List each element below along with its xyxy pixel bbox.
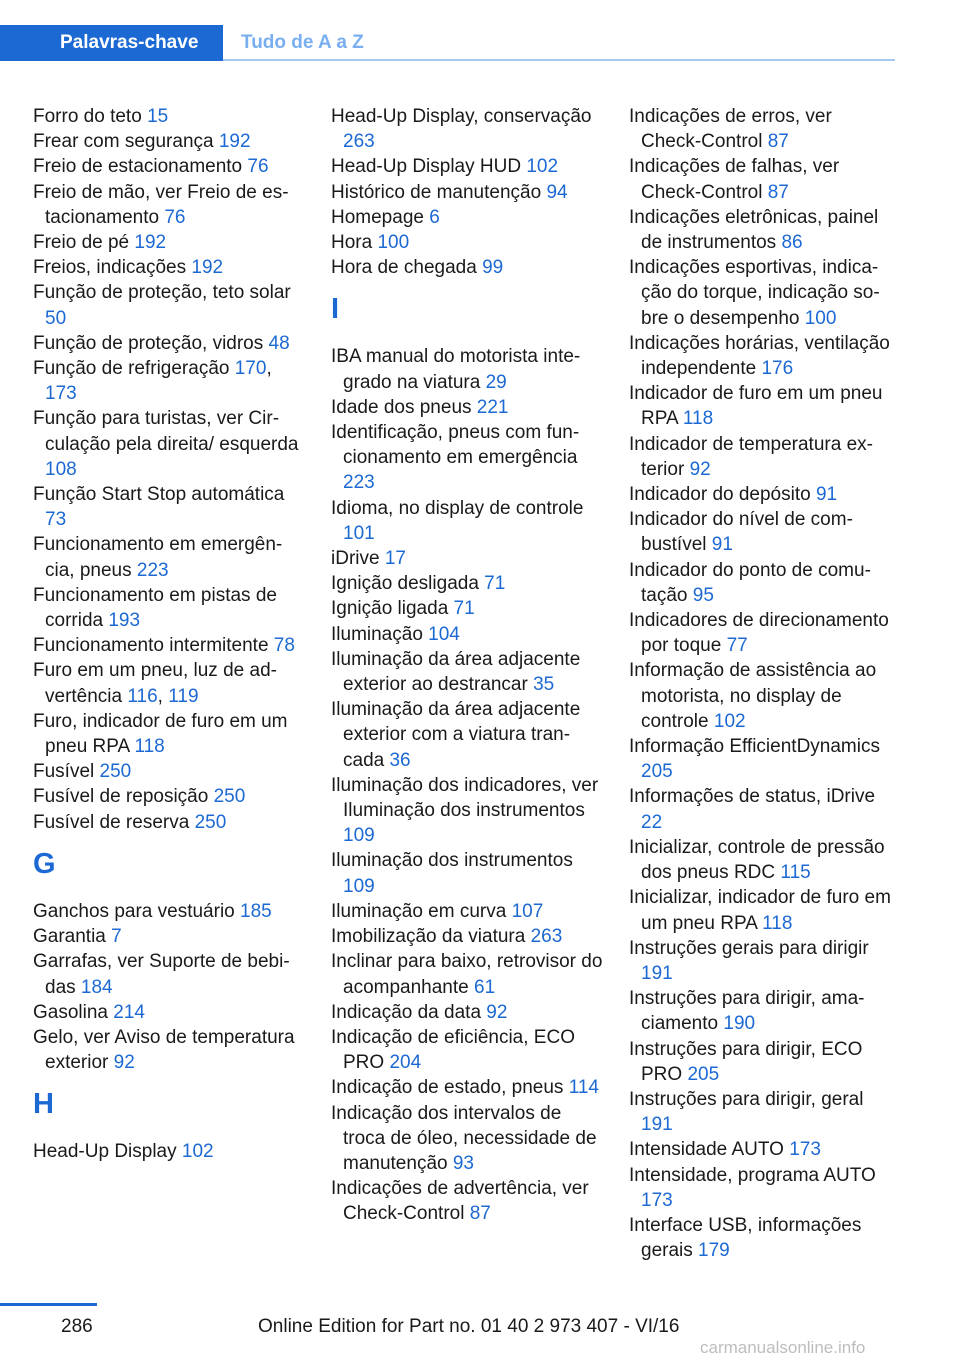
page-reference-link[interactable]: 15: [147, 106, 169, 127]
page-reference-link[interactable]: 101: [343, 522, 375, 544]
index-entry: [629, 381, 897, 431]
page-reference-link[interactable]: 99: [482, 257, 504, 279]
page-reference-link[interactable]: 91: [815, 484, 838, 506]
tab-tudo-de-a-a-z[interactable]: Tudo de A a Z: [241, 32, 364, 53]
index-entry-text: Ignição ligada: [331, 598, 454, 620]
index-entry-text: Gasolina: [33, 1001, 114, 1023]
index-entry-text: IBA manual do motorista integrado na viatura: [331, 346, 581, 393]
index-entry-text: Fusível de reposição: [33, 786, 214, 808]
page-reference-link[interactable]: 118: [134, 736, 165, 758]
page-reference-link[interactable]: 17: [384, 548, 406, 570]
page-reference-link[interactable]: 87: [469, 1203, 491, 1225]
page-reference-link[interactable]: 50: [45, 307, 67, 329]
index-entry: [33, 899, 305, 924]
page-reference-link[interactable]: 76: [247, 156, 269, 178]
index-entry: [331, 1000, 603, 1025]
index-entry: [331, 1176, 603, 1226]
page-reference-link[interactable]: 173: [45, 383, 77, 405]
index-entry-text: Funcionamento em emergência, pneus: [33, 534, 283, 581]
page-reference-link[interactable]: 36: [389, 749, 411, 771]
index-entry-text: Forro do teto: [33, 106, 148, 127]
index-entry-text: Freio de mão, ver Freio de estacionamento: [33, 181, 289, 228]
index-entry-text: Head-Up Display: [33, 1141, 182, 1163]
index-entry: [629, 104, 897, 154]
index-entry-text: Funcionamento intermitente: [33, 635, 274, 657]
page-reference-link[interactable]: 223: [136, 559, 169, 581]
index-entry: [629, 986, 897, 1036]
index-entry-text: iDrive: [331, 548, 385, 570]
index-entry: [33, 810, 305, 835]
page-reference-link[interactable]: 22: [641, 811, 663, 833]
page-reference-link[interactable]: 193: [108, 610, 141, 632]
index-column-1: [33, 104, 305, 1165]
page-reference-link[interactable]: 176: [761, 358, 794, 380]
index-entry: [331, 647, 603, 697]
page-reference-link[interactable]: 116: [127, 685, 158, 707]
index-entry-text: Indicações de erros, ver Check-Control: [629, 106, 832, 153]
index-entry: [629, 558, 897, 608]
page-reference-link[interactable]: 77: [726, 635, 748, 657]
page-reference-link[interactable]: 92: [486, 1001, 508, 1023]
index-entry-text: Iluminação dos indicadores, ver Iluminação dos instrumentos: [331, 774, 599, 822]
index-entry: [331, 420, 603, 496]
page-reference-link[interactable]: 214: [113, 1001, 145, 1023]
page-reference-link[interactable]: 102: [181, 1141, 214, 1163]
index-entry-text: Histórico de manutenção: [331, 181, 547, 203]
index-entry-text: Garantia: [33, 926, 112, 948]
index-entry-text: Idade dos pneus: [331, 396, 477, 418]
index-entry-text: Fusível de reserva: [33, 811, 195, 833]
index-entry-text: Furo em um pneu, luz de advertência: [33, 660, 277, 707]
index-entry-text: Fusível: [33, 761, 100, 783]
index-entry: [629, 154, 897, 204]
index-entry-text: Instruções gerais para dirigir: [629, 937, 869, 959]
index-entry-text: Indicador do nível de combustível: [629, 509, 853, 556]
index-entry-text: Indicações eletrônicas, painel de instrumentos: [629, 206, 879, 254]
index-entry-text: Indicação de estado, pneus: [331, 1077, 569, 1099]
index-entry-text: Indicações esportivas, indicação do torque, indicação sobre o desempenho: [629, 257, 880, 329]
index-entry: [331, 848, 603, 898]
index-entry: [331, 344, 603, 394]
index-entry: [33, 129, 305, 154]
page-reference-link[interactable]: 250: [194, 811, 227, 833]
index-entry: [33, 280, 305, 330]
index-entry-text: Interface USB, informações gerais: [629, 1214, 862, 1262]
index-entry-text: Freio de pé: [33, 232, 135, 254]
index-entry: [33, 924, 305, 949]
index-entry: [33, 406, 305, 482]
page-reference-link[interactable]: 6: [429, 206, 440, 228]
index-entry-text: Indicação de eficiência, ECO PRO: [331, 1026, 575, 1074]
page-reference-link[interactable]: 192: [134, 232, 167, 254]
page-reference-link[interactable]: 179: [698, 1240, 730, 1262]
index-entry: [629, 784, 897, 834]
index-entry: [33, 532, 305, 582]
index-entry-text: Indicações de falhas, ver Check-Control: [629, 156, 840, 203]
footer-rule: [0, 1303, 97, 1306]
index-entry: [629, 658, 897, 734]
index-entry: [331, 546, 603, 571]
index-entry-text: Inicializar, indicador de furo em um pneu RPA: [629, 887, 891, 934]
page-reference-link[interactable]: 223: [343, 472, 375, 494]
page-reference-link[interactable]: 115: [780, 862, 811, 884]
page-reference-link[interactable]: 104: [428, 623, 460, 645]
page-reference-link[interactable]: 107: [511, 900, 544, 922]
index-entry-text: Indicação da data: [331, 1001, 487, 1023]
index-entry-text: Indicadores de direcionamento por toque: [629, 610, 889, 657]
index-entry-text: Idioma, no display de controle: [331, 497, 584, 519]
index-entry: [33, 949, 305, 999]
index-letter-heading: G: [33, 847, 56, 880]
index-entry: [629, 1213, 897, 1263]
index-entry-text: Identificação, pneus com funcionamento em emergência: [331, 422, 580, 469]
index-entry-text: Indicação dos intervalos de troca de óleo, necessidade de manutenção: [331, 1102, 597, 1174]
page-reference-link[interactable]: 173: [789, 1139, 821, 1161]
page-reference-link[interactable]: 71: [453, 598, 475, 620]
index-entry-text: Informação de assistência ao motorista, no display de controle: [629, 660, 877, 732]
index-column-2: [331, 104, 603, 1227]
index-entry: [33, 104, 305, 129]
page-reference-link[interactable]: 29: [485, 371, 507, 393]
page-reference-link[interactable]: 61: [474, 976, 496, 998]
page-reference-link[interactable]: 87: [767, 131, 789, 153]
index-entry-text: Intensidade AUTO: [629, 1139, 790, 1161]
index-entry-text: Instruções para dirigir, amaciamento: [629, 988, 865, 1035]
index-entry-text: Função de proteção, teto solar: [33, 282, 291, 304]
index-entry-text: Instruções para dirigir, geral: [629, 1088, 864, 1110]
index-entry-text: Inicializar, controle de pressão dos pneus RDC: [629, 836, 885, 884]
index-entry: [331, 180, 603, 205]
page-reference-link[interactable]: 92: [689, 458, 711, 480]
index-entry: [331, 104, 603, 154]
index-entry: [629, 734, 897, 784]
page-reference-link[interactable]: 95: [692, 584, 714, 606]
page-reference-link[interactable]: 250: [213, 786, 246, 808]
index-entry: [629, 885, 897, 935]
page-reference-link[interactable]: 78: [273, 635, 295, 657]
index-entry: [629, 1137, 897, 1162]
index-entry-text: Indicações de advertência, ver Check-Control: [331, 1178, 589, 1225]
index-entry-text: Imobilização da viatura: [331, 926, 531, 948]
page-reference-link[interactable]: 86: [781, 232, 803, 254]
index-entry: [629, 255, 897, 331]
page-reference-link[interactable]: 91: [711, 534, 733, 556]
index-entry: [331, 154, 603, 179]
index-entry: [33, 230, 305, 255]
index-entry: [629, 1037, 897, 1087]
index-letter-heading: H: [33, 1088, 54, 1121]
index-entry: [331, 496, 603, 546]
index-entry-text: Função de refrigeração: [33, 358, 235, 380]
index-entry: [629, 331, 897, 381]
index-entry-text: Ignição desligada: [331, 573, 485, 595]
index-entry-text: Furo, indicador de furo em um pneu RPA: [33, 710, 288, 758]
page-reference-link[interactable]: 192: [218, 131, 251, 153]
index-entry: [33, 255, 305, 280]
page-reference-link[interactable]: 76: [164, 206, 186, 228]
index-entry: [331, 899, 603, 924]
page-reference-link[interactable]: 170: [234, 358, 267, 380]
index-entry-text: Hora de chegada: [331, 257, 483, 279]
index-entry-text: Freios, indicações: [33, 257, 192, 279]
page-reference-link[interactable]: 71: [484, 573, 506, 595]
index-entry: [33, 709, 305, 759]
index-entry-text: Função para turistas, ver Circulação pela direita/ esquerda: [33, 408, 299, 455]
index-entry-text: Head-Up Display HUD: [331, 156, 527, 178]
index-entry: [331, 773, 603, 849]
page-reference-link[interactable]: 119: [168, 685, 199, 707]
index-entry-text: Iluminação dos instrumentos: [331, 850, 573, 872]
index-entry: [33, 784, 305, 809]
index-entry-text: Função Start Stop automática: [33, 484, 285, 506]
page-reference-link[interactable]: 48: [268, 332, 290, 354]
index-entry-text: Iluminação da área adjacente exterior ao destrancar: [331, 648, 581, 696]
index-entry: [33, 633, 305, 658]
index-entry: [331, 395, 603, 420]
index-entry: [33, 1139, 305, 1164]
page-reference-link[interactable]: 100: [804, 307, 837, 329]
index-entry-text: Indicações horárias, ventilação independente: [629, 332, 890, 380]
index-entry-text: Gelo, ver Aviso de temperatura exterior: [33, 1026, 295, 1074]
index-entry-text: Indicador de temperatura exterior: [629, 433, 873, 480]
page-reference-link[interactable]: 205: [641, 761, 673, 783]
index-entry-text: Inclinar para baixo, retrovisor do acompanhante: [331, 951, 603, 998]
index-entry-text: Funcionamento em pistas de corrida: [33, 584, 277, 632]
tab-palavras-chave[interactable]: Palavras-chave: [0, 25, 223, 61]
index-entry-text: Indicador de furo em um pneu RPA: [629, 383, 883, 430]
index-entry-text: Informação EfficientDynamics: [629, 736, 880, 758]
index-entry: [629, 1087, 897, 1137]
index-entry: [331, 1075, 603, 1100]
page-reference-link[interactable]: 118: [762, 912, 793, 934]
index-entry: Furo em um pneu, luz de advertência 116, 119: [33, 660, 277, 707]
index-entry: [33, 331, 305, 356]
index-entry: [33, 759, 305, 784]
page-reference-link[interactable]: 114: [568, 1077, 599, 1099]
index-entry-text: Intensidade, programa AUTO: [629, 1164, 876, 1186]
index-entry: [629, 936, 897, 986]
index-entry: [629, 432, 897, 482]
page-reference-link[interactable]: 73: [45, 509, 67, 531]
page-reference-link[interactable]: 108: [45, 458, 77, 480]
index-entry-text: Garrafas, ver Suporte de bebidas: [33, 951, 290, 998]
index-entry: [331, 230, 603, 255]
index-entry: [629, 482, 897, 507]
index-entry: [331, 697, 603, 773]
index-entry: [629, 835, 897, 885]
page-header: [0, 25, 895, 61]
index-entry-text: Homepage: [331, 206, 430, 228]
index-entry-text: Iluminação: [331, 623, 429, 645]
page-reference-link[interactable]: 93: [452, 1152, 474, 1174]
index-entry-text: Indicador do ponto de comutação: [629, 559, 871, 606]
page-reference-link[interactable]: 205: [687, 1063, 720, 1085]
page-reference-link[interactable]: 191: [641, 962, 673, 984]
page-reference-link[interactable]: 102: [713, 710, 746, 732]
index-entry-text: Ganchos para vestuário: [33, 900, 241, 922]
index-entry-text: Iluminação em curva: [331, 900, 512, 922]
index-entry: [33, 1000, 305, 1025]
page-reference-link[interactable]: 250: [99, 761, 132, 783]
index-entry: [331, 1025, 603, 1075]
watermark: carmanualsonline.info: [700, 1338, 866, 1357]
index-entry-text: Instruções para dirigir, ECO PRO: [629, 1038, 863, 1085]
page-reference-link[interactable]: 87: [767, 181, 789, 203]
index-entry-text: Hora: [331, 232, 378, 254]
index-entry-text: Função de proteção, vidros: [33, 332, 269, 354]
page-number: 286: [61, 1316, 93, 1337]
index-entry: [33, 154, 305, 179]
index-entry: [629, 1163, 897, 1213]
page-reference-link[interactable]: 94: [546, 181, 568, 203]
index-entry: [331, 1101, 603, 1177]
index-entry: [629, 608, 897, 658]
page-reference-link[interactable]: 173: [641, 1189, 673, 1211]
page-reference-link[interactable]: 191: [641, 1114, 673, 1136]
page-reference-link[interactable]: 263: [530, 926, 563, 948]
page-reference-link[interactable]: 221: [476, 396, 509, 418]
edition-note: Online Edition for Part no. 01 40 2 973 407 - VI/16: [258, 1316, 680, 1337]
index-entry: [331, 949, 603, 999]
index-letter-heading: I: [331, 293, 340, 326]
index-entry: [33, 482, 305, 532]
index-column-3: [629, 104, 897, 1263]
page-reference-link[interactable]: 263: [343, 131, 375, 153]
page-reference-link[interactable]: 109: [343, 825, 375, 847]
page-reference-link[interactable]: 184: [80, 976, 113, 998]
page-reference-link[interactable]: 190: [723, 1013, 756, 1035]
index-entry-text: Informações de status, iDrive: [629, 786, 876, 808]
page-reference-link[interactable]: 102: [526, 156, 559, 178]
index-entry: [331, 596, 603, 621]
page-reference-link[interactable]: 192: [191, 257, 224, 279]
index-entry: [331, 255, 603, 280]
index-entry: [331, 205, 603, 230]
index-entry: [331, 571, 603, 596]
page-reference-link[interactable]: 118: [682, 408, 714, 430]
index-entry-text: Frear com segurança: [33, 131, 219, 153]
header-divider: [223, 59, 895, 61]
index-entry: [629, 205, 897, 255]
index-entry: [331, 924, 603, 949]
page-reference-link[interactable]: 7: [111, 926, 122, 948]
index-entry-text: Iluminação da área adjacente exterior com a viatura trancada: [331, 699, 581, 771]
page-reference-link[interactable]: 100: [377, 232, 410, 254]
index-entry-text: Indicador do depósito: [629, 484, 816, 506]
index-entry-text: Head-Up Display, conservação: [331, 106, 592, 127]
index-entry: Função de refrigeração 170, 173: [33, 358, 272, 405]
index-entry-text: Freio de estacionamento: [33, 156, 248, 178]
page-reference-link[interactable]: 185: [240, 900, 272, 922]
page-reference-link[interactable]: 35: [533, 674, 555, 696]
index-entry: [33, 1025, 305, 1075]
page-reference-link[interactable]: 204: [389, 1052, 422, 1074]
page-reference-link[interactable]: 109: [343, 875, 375, 897]
index-entry: [33, 583, 305, 633]
index-entry: [629, 507, 897, 557]
index-entry: [331, 622, 603, 647]
index-entry: [33, 180, 305, 230]
page-reference-link[interactable]: 92: [113, 1052, 135, 1074]
